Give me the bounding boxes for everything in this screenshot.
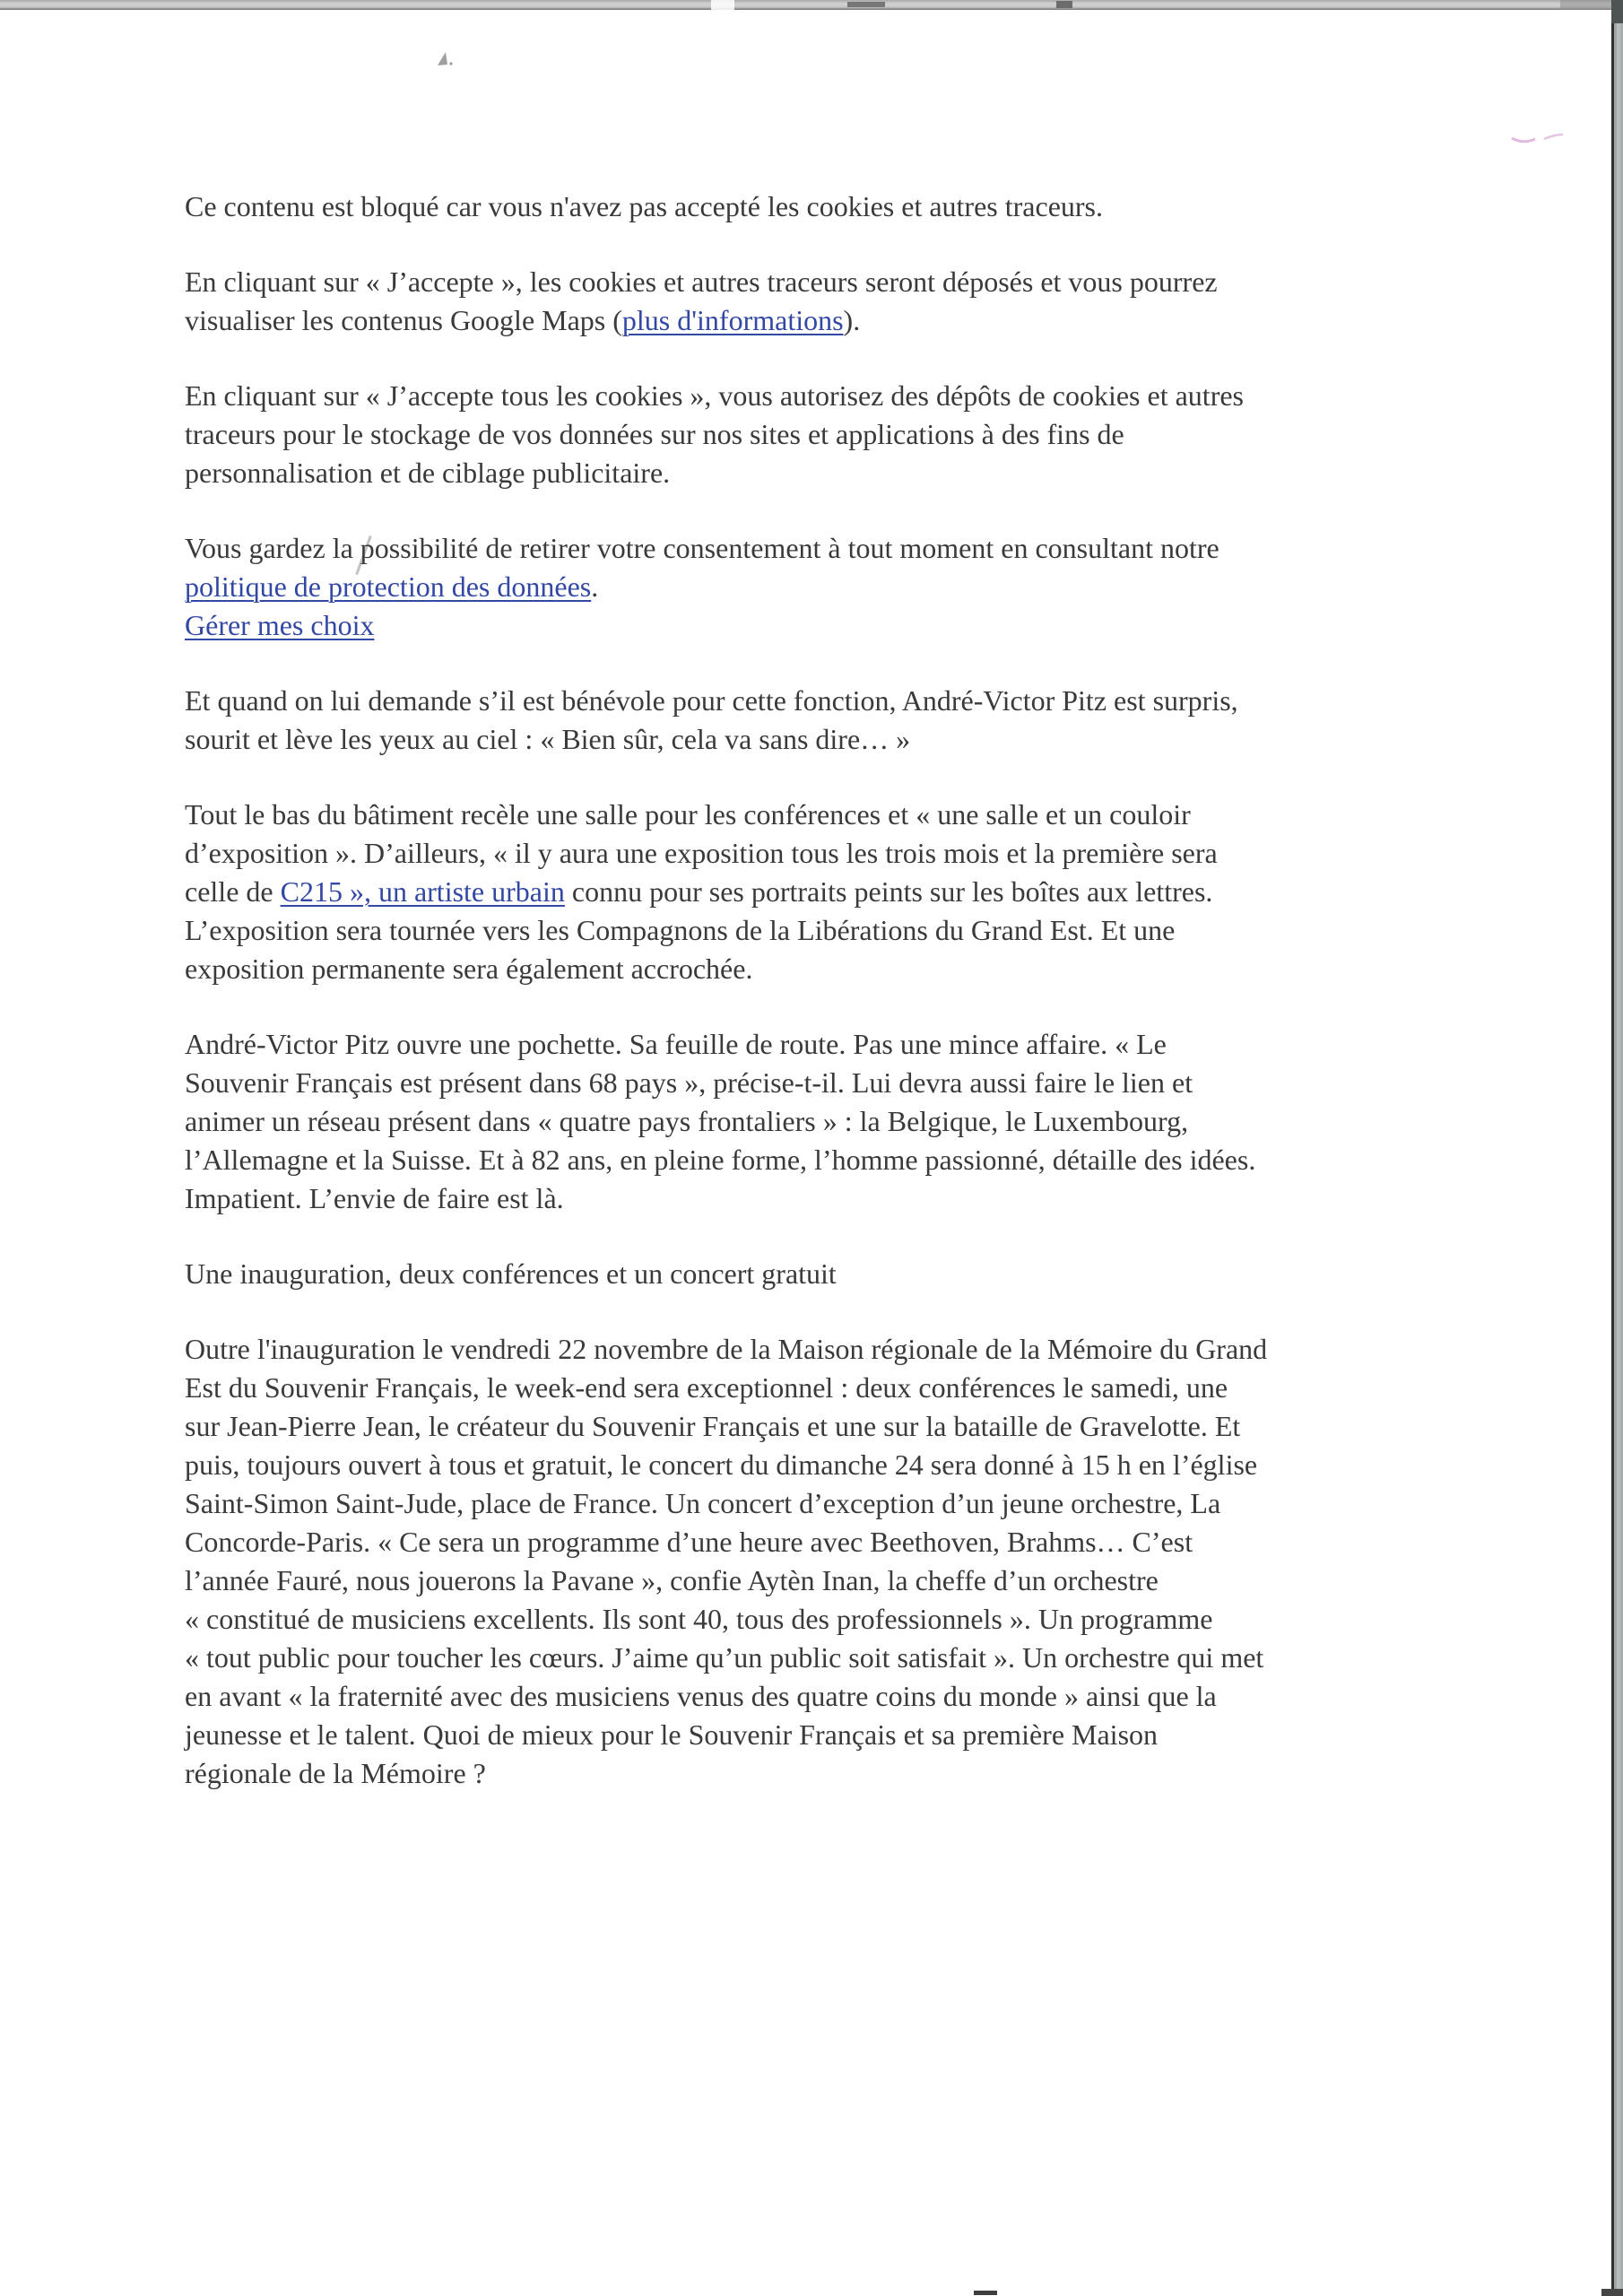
scan-noise: [974, 2291, 997, 2295]
pink-pen-mark: [1510, 131, 1566, 147]
text-line: sur Jean-Pierre Jean, le créateur du Souvenir Français et une sur la bataille de Gravelotte. Et: [185, 1410, 1241, 1442]
article: [185, 187, 1458, 1793]
text-line: exposition permanente sera également accrochée.: [185, 952, 753, 985]
text-segment: celle de: [185, 875, 281, 908]
scan-artifact-top-band: [0, 0, 1623, 10]
text-line: traceurs pour le stockage de vos données sur nos sites et applications à des fins de: [185, 418, 1124, 450]
text-line: Vous gardez la possibilité de retirer votre consentement à tout moment en consultant notre: [185, 532, 1219, 564]
text-line: [185, 606, 1458, 645]
text-line: « constitué de musiciens excellents. Ils sont 40, tous des professionnels ». Un programme: [185, 1603, 1213, 1635]
text-line: régionale de la Mémoire ?: [185, 1757, 486, 1789]
text-line: sourit et lève les yeux au ciel : « Bien sûr, cela va sans dire… »: [185, 723, 911, 755]
text-segment: connu pour ses portraits peints sur les boîtes aux lettres.: [564, 875, 1213, 908]
text-line: Souvenir Français est présent dans 68 pays », précise-t-il. Lui devra aussi faire le lien et: [185, 1066, 1193, 1099]
text-line: Ce contenu est bloqué car vous n'avez pas accepté les cookies et autres traceurs.: [185, 190, 1103, 222]
text-line: Est du Souvenir Français, le week-end sera exceptionnel : deux conférences le samedi, une: [185, 1371, 1228, 1404]
link-gerer-mes-choix[interactable]: Gérer mes choix: [185, 609, 375, 641]
text-line: en avant « la fraternité avec des musiciens venus des quatre coins du monde » ainsi que la: [185, 1680, 1217, 1712]
text-line: Concorde-Paris. « Ce sera un programme d’une heure avec Beethoven, Brahms… C’est: [185, 1526, 1193, 1558]
scan-noise: [847, 2, 885, 7]
text-line: Une inauguration, deux conférences et un concert gratuit: [185, 1257, 837, 1290]
text-line: Impatient. L’envie de faire est là.: [185, 1182, 564, 1214]
text-line: jeunesse et le talent. Quoi de mieux pour le Souvenir Français et sa première Maison: [185, 1718, 1159, 1751]
text-segment: .: [591, 570, 599, 603]
text-line: l’Allemagne et la Suisse. Et à 82 ans, en pleine forme, l’homme passionné, détaille des idées.: [185, 1144, 1256, 1176]
text-line: personnalisation et de ciblage publicitaire.: [185, 457, 671, 489]
paragraph: [185, 187, 1458, 226]
scan-artifact-right-band: [1611, 0, 1623, 2296]
text-line: Et quand on lui demande s’il est bénévole pour cette fonction, André-Victor Pitz est surpris,: [185, 684, 1238, 717]
text-segment: visualiser les contenus Google Maps (: [185, 304, 622, 336]
text-line: Outre l'inauguration le vendredi 22 novembre de la Maison régionale de la Mémoire du Grand: [185, 1333, 1268, 1365]
smudge-mark: [434, 48, 454, 70]
text-line: [185, 568, 1458, 606]
text-line: « tout public pour toucher les cœurs. J’aime qu’un public soit satisfait ». Un orchestre qui met: [185, 1641, 1264, 1674]
text-segment: ).: [843, 304, 861, 336]
scan-noise: [1601, 2289, 1623, 2296]
text-line: puis, toujours ouvert à tous et gratuit, le concert du dimanche 24 sera donné à 15 h en l’église: [185, 1448, 1258, 1481]
text-line: Tout le bas du bâtiment recèle une salle pour les conférences et « une salle et un couloir: [185, 798, 1191, 831]
text-line: En cliquant sur « J’accepte tous les cookies », vous autorisez des dépôts de cookies et autres: [185, 379, 1244, 412]
scan-noise: [711, 0, 734, 10]
text-line: En cliquant sur « J’accepte », les cookies et autres traceurs seront déposés et vous pourrez: [185, 265, 1218, 298]
scan-noise: [1611, 0, 1623, 23]
text-line: L’exposition sera tournée vers les Compagnons de la Libérations du Grand Est. Et une: [185, 914, 1176, 946]
text-line: [185, 873, 1458, 911]
text-line: l’année Fauré, nous jouerons la Pavane », confie Aytèn Inan, la cheffe d’un orchestre: [185, 1564, 1159, 1596]
text-line: Saint-Simon Saint-Jude, place de France. Un concert d’exception d’un jeune orchestre, La: [185, 1487, 1221, 1519]
text-line: [185, 301, 1458, 340]
text-line: animer un réseau présent dans « quatre pays frontaliers » : la Belgique, le Luxembourg,: [185, 1105, 1189, 1137]
link-plus-d-informations[interactable]: plus d'informations: [621, 304, 844, 336]
scan-noise: [1056, 1, 1072, 8]
link-c215-un-artiste-urbain[interactable]: C215 », un artiste urbain: [280, 875, 565, 908]
text-line: d’exposition ». D’ailleurs, « il y aura une exposition tous les trois mois et la première sera: [185, 837, 1218, 869]
text-line: André-Victor Pitz ouvre une pochette. Sa feuille de route. Pas une mince affaire. « Le: [185, 1028, 1167, 1060]
link-politique-de-protection-des-donnees[interactable]: politique de protection des données: [185, 570, 592, 603]
